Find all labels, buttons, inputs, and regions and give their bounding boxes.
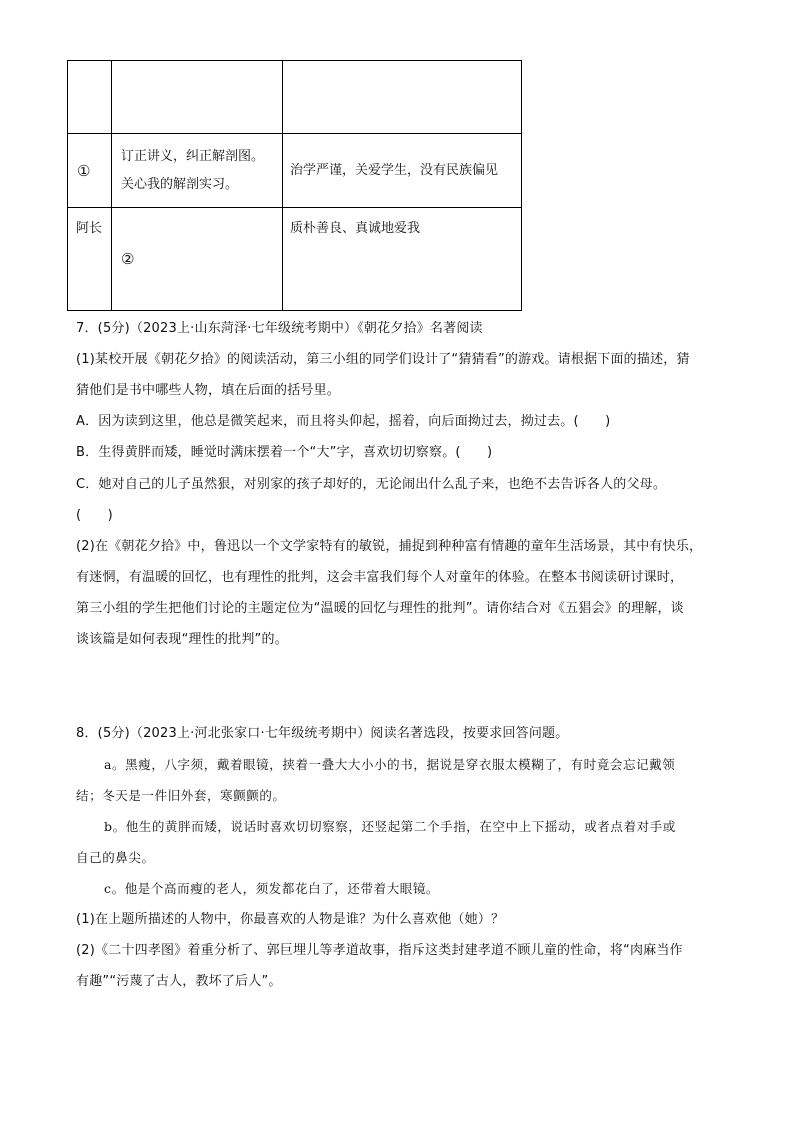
q7-p2-line: (2)在《朝花夕拾》中，鲁迅以一个文学家特有的敏锐，捕捉到种种富有情趣的童年生活场景，其中有快乐， [76,539,703,554]
table-cell-text: 阿长 [76,221,103,236]
q8-question-1: (1)在上题所描述的人物中，你最喜欢的人物是谁？为什么喜欢他（她）？ [76,912,505,927]
q8-excerpt-a-line: a。黑瘦，八字须，戴着眼镜，挟着一叠大大小小的书，据说是穿衣服太模糊了，有时竟会忘记戴领 [104,757,676,772]
blank-marker-1: ① [77,162,91,180]
table-cell [112,208,283,311]
q8-question-2-line: 有趣”“污蔑了古人，教坏了后人”。 [76,974,282,989]
q8-header: 8．(5分)（2023上·河北张家口·七年级统考期中）阅读名著选段，按要求回答问题。 [76,726,569,741]
q7-option-b: B．生得黄胖而矮，睡觉时满床摆着一个“大”字，喜欢切切察察。( ) [76,445,493,460]
table-cell-text: 治学严谨，关爱学生，没有民族偏见 [290,163,499,178]
table-row [68,61,522,134]
q7-p2-line: 谈该篇是如何表现“理性的批判”的。 [76,632,288,647]
q8-excerpt-b-line: b。他生的黄胖而矮，说话时喜欢切切察察，还竖起第二个手指，在空中上下摇动，或者点着对手或 [104,819,676,834]
table-cell [283,61,522,134]
q7-option-a: A．因为读到这里，他总是微笑起来，而且将头仰起，摇着，向后面拗过去，拗过去。( ) [76,414,611,429]
blank-marker-2: ② [121,250,135,268]
q7-header: 7．(5分)（2023上·山东菏泽·七年级统考期中）《朝花夕拾》名著阅读 [76,321,483,336]
character-table [67,60,522,311]
table-cell [68,134,112,208]
q7-option-c: C．她对自己的儿子虽然狠，对别家的孩子却好的，无论闹出什么乱子来，也绝不去告诉各人的父母。 [76,477,667,492]
table-cell [283,134,522,208]
table-cell [68,61,112,134]
q7-p1-line: (1)某校开展《朝花夕拾》的阅读活动，第三小组的同学们设计了“猜猜看”的游戏。请根据下面的描述，猜 [76,352,690,367]
table-cell [112,61,283,134]
table-row [68,208,522,311]
table-row [68,134,522,208]
table-cell-text: 订正讲义，纠正解剖图。 [121,149,265,164]
q8-excerpt-a-line: 结；冬天是一件旧外套，寒颤颤的。 [76,788,286,803]
q7-p2-line: 有迷惘，有温暖的回忆，也有理性的批判，这会丰富我们每个人对童年的体验。在整本书阅读研讨课时， [76,570,684,585]
q7-p1-line: 猜他们是书中哪些人物，填在后面的括号里。 [76,383,341,398]
table-cell [112,134,283,208]
q8-question-2-line: (2)《二十四孝图》着重分析了、郭巨埋儿等孝道故事，指斥这类封建孝道不顾儿童的性命，将“肉麻当作 [76,943,683,958]
q7-option-c-paren: ( ) [76,508,113,523]
q8-excerpt-c-line: c。他是个高而瘦的老人，须发都花白了，还带着大眼镜。 [104,881,440,896]
table-cell [68,208,112,311]
q8-excerpt-b-line: 自己的鼻尖。 [76,850,155,865]
table-cell [283,208,522,311]
table-cell-text: 关心我的解剖实习。 [121,177,239,192]
q7-p2-line: 第三小组的学生把他们讨论的主题定位为“温暖的回忆与理性的批判”。请你结合对《五猖会》的理解，谈 [76,601,684,616]
table-cell-text: 质朴善良、真诚地爱我 [290,221,421,236]
